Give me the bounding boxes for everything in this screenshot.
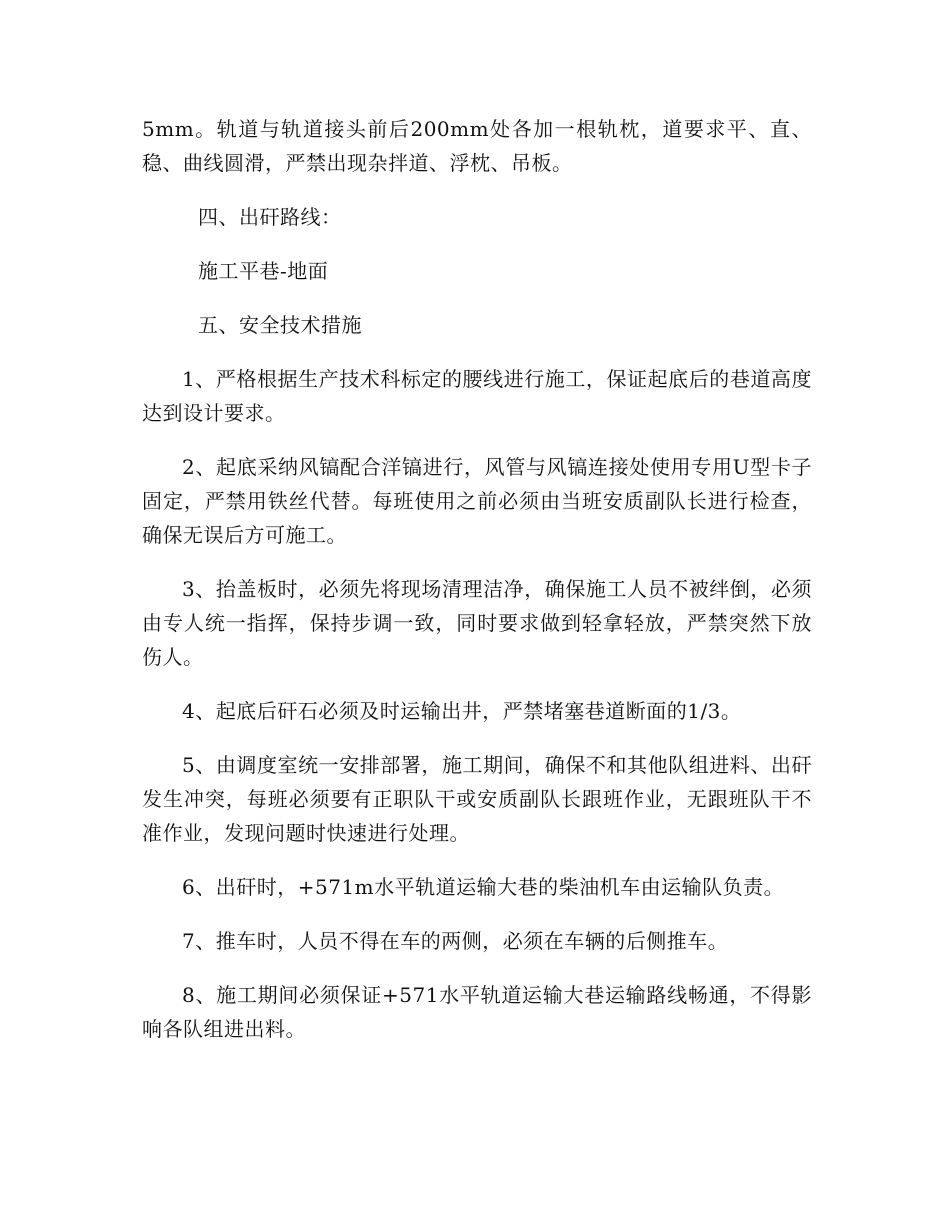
measure-item-2: 2、起底采纳风镐配合洋镐进行，风管与风镐连接处使用专用U型卡子固定，严禁用铁丝代替。每班使用之前必须由当班安质副队长进行检查，确保无误后方可施工。 — [142, 455, 812, 547]
route-text: 施工平巷-地面 — [198, 259, 329, 283]
measure-item-1: 1、严格根据生产技术科标定的腰线进行施工，保证起底后的巷道高度达到设计要求。 — [142, 367, 812, 425]
measure-item-6: 6、出矸时，+571m水平轨道运输大巷的柴油机车由运输队负责。 — [182, 875, 785, 899]
continuation-paragraph: 5mm。轨道与轨道接头前后200mm处各加一根轨枕，道要求平、直、稳、曲线圆滑，严禁出现杂拌道、浮枕、吊板。 — [142, 117, 812, 175]
section-heading-safety: 五、安全技术措施 — [198, 313, 362, 337]
measure-item-8: 8、施工期间必须保证+571水平轨道运输大巷运输路线畅通，不得影响各队组进出料。 — [142, 983, 812, 1041]
measure-item-7: 7、推车时，人员不得在车的两侧，必须在车辆的后侧推车。 — [182, 929, 729, 953]
measure-item-3: 3、抬盖板时，必须先将现场清理洁净，确保施工人员不被绊倒，必须由专人统一指挥，保持步调一致，同时要求做到轻拿轻放，严禁突然下放伤人。 — [142, 577, 812, 669]
measure-item-4: 4、起底后矸石必须及时运输出井，严禁堵塞巷道断面的1/3。 — [182, 699, 742, 723]
section-heading-route: 四、出矸路线： — [198, 205, 342, 229]
document-body — [142, 112, 812, 1066]
measure-item-5: 5、由调度室统一安排部署，施工期间，确保不和其他队组进料、出矸发生冲突，每班必须要有正职队干或安质副队长跟班作业，无跟班队干不准作业，发现问题时快速进行处理。 — [142, 753, 812, 845]
